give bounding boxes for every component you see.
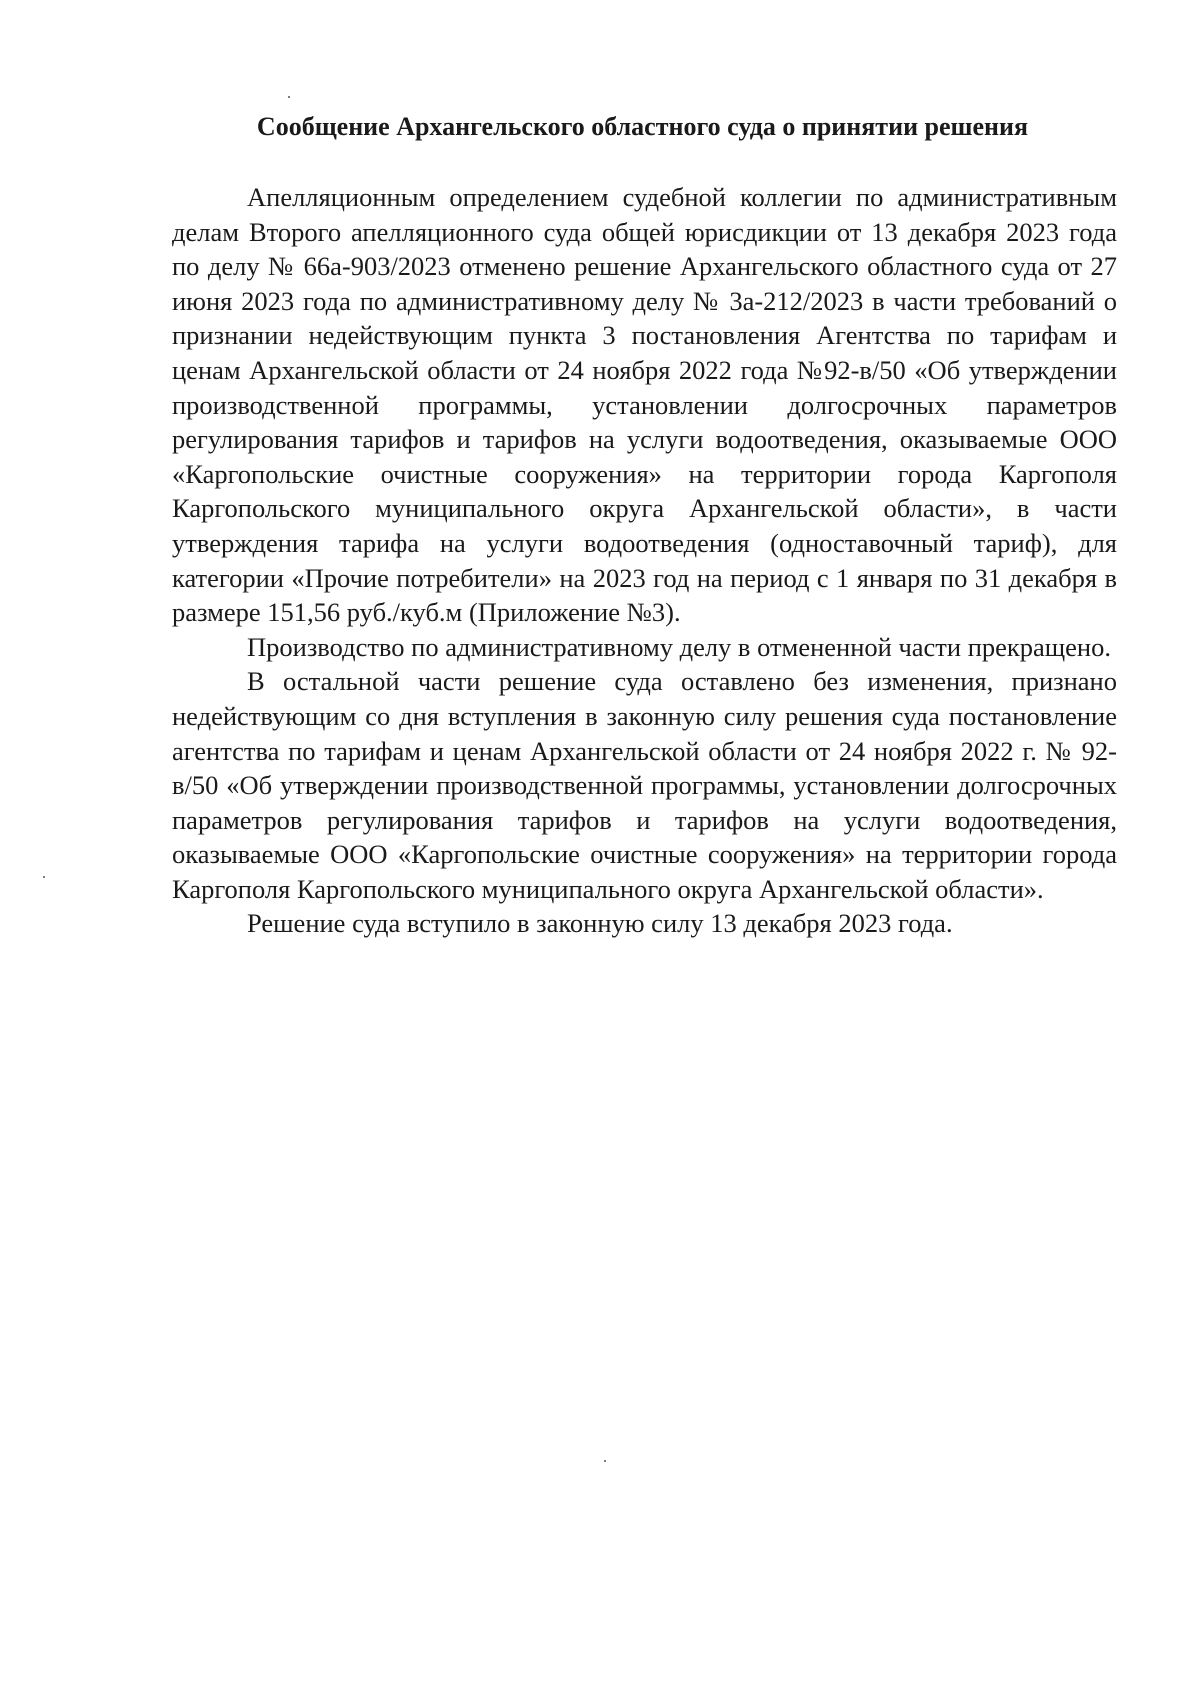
- document-body: [172, 180, 1117, 941]
- paragraph-appeal-ruling: Апелляционным определением судебной коллегии по административным делам Второго апелляционного суда общей юрисдикции от 13 декабря 2023 года по делу № 66а-903/2023 отменено решение Архангельского областного суда от 27 июня 2023 года по административному делу № 3а-212/2023 в части требований о признании недействующим пункта 3 постановления Агентства по тарифам и ценам Архангельской области от 24 ноября 2022 года №92-в/50 «Об утверждении производственной программы, установлении долгосрочных параметров регулирования тарифов и тарифов на услуги водоотведения, оказываемые ООО «Каргопольские очистные сооружения» на территории города Каргополя Каргопольского муниципального округа Архангельской области», в части утверждения тарифа на услуги водоотведения (одноставочный тариф), для категории «Прочие потребители» на 2023 год на период с 1 января по 31 декабря в размере 151,56 руб./куб.м (Приложение №3).: [172, 182, 1117, 628]
- scan-speck: [43, 876, 45, 878]
- scan-speck: [288, 96, 290, 98]
- paragraph-entry-into-force: Решение суда вступило в законную силу 13 декабря 2023 года.: [247, 908, 953, 939]
- scan-speck: [604, 1460, 606, 1462]
- paragraph-proceedings-terminated: Производство по административному делу в отмененной части прекращено.: [247, 631, 1111, 662]
- paragraph-remaining-decision: В остальной части решение суда оставлено без изменения, признано недействующим со дня вступления в законную силу решения суда постановление агентства по тарифам и ценам Архангельской области от 24 ноября 2022 г. № 92-в/50 «Об утверждении производственной программы, установлении долгосрочных параметров регулирования тарифов и тарифов на услуги водоотведения, оказываемые ООО «Каргопольские очистные сооружения» на территории города Каргополя Каргопольского муниципального округа Архангельской области».: [172, 666, 1117, 904]
- document-title: Сообщение Архангельского областного суда о принятии решения: [256, 112, 1029, 141]
